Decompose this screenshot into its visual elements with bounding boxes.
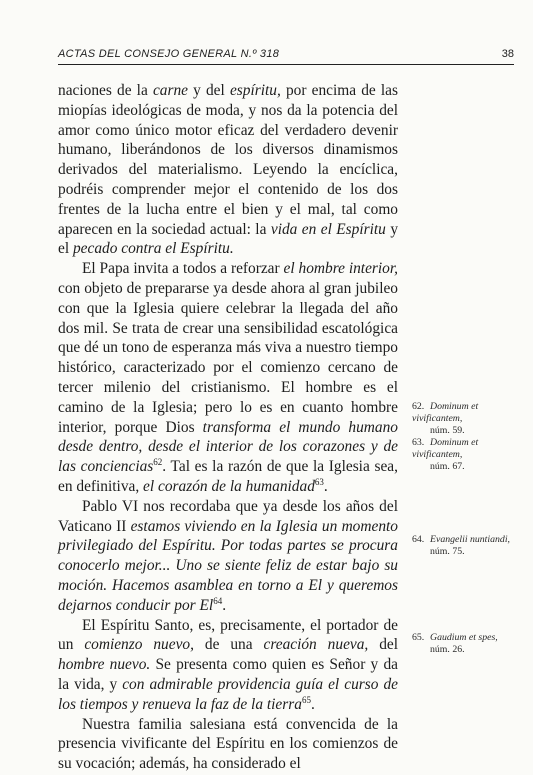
page-number: 38 (501, 48, 514, 60)
text-run: Nuestra familia salesiana está convencida de la presencia vivificante del Espíritu en los comienzos de su vocación; además, ha considerado el (58, 715, 398, 773)
paragraph (58, 259, 398, 497)
italic-run: el corazón de la humanidad (143, 477, 315, 495)
italic-run: pecado contra el Espíritu. (72, 240, 234, 258)
text-run: Pablo VI nos recordaba que ya desde los años del Vaticano II (58, 497, 398, 535)
footnote-ref: núm. 67. (430, 461, 465, 472)
text-run: . Tal es la razón de que la Iglesia sea, en definitiva, (58, 458, 398, 495)
footnote (412, 401, 524, 437)
italic-run: estamos viviendo en la Iglesia un momento privilegiado del Espíritu. Por todas partes se procura conocerlo mejor... Uno se siente feliz de estar bajo su moción. Hacemos asamblea en torno a El y queremos dejarnos conducir por El (58, 517, 398, 614)
text-run: El Papa invita a todos a reforzar (82, 260, 284, 278)
text-run: de una (193, 636, 264, 654)
italic-run: comienzo nuevo, (84, 636, 194, 654)
paragraph (58, 497, 398, 616)
text-run: Se presenta como quien es Señor y da la vida, y (58, 656, 398, 693)
text-run: naciones de la (58, 82, 153, 99)
italic-run: hombre nuevo. (58, 656, 151, 674)
footnote-title: Dominum et vivificantem, (412, 437, 479, 460)
running-title: ACTAS DEL CONSEJO GENERAL N.º 318 (58, 48, 280, 60)
text-run: del (368, 636, 399, 654)
paragraph (58, 81, 398, 259)
main-text (58, 81, 398, 774)
text-run: con objeto de prepararse ya desde ahora al gran jubileo con que la Iglesia quiere celebrar la llegada del año dos mil. Se trata de crear una sensibilidad escatológica que dé un tono de esperanza más viva a nuestro tiempo histórico, caracterizado por el comienzo cercano de tercer milenio del cristianismo. El hombre es el camino de la Iglesia; pero lo es en cuanto hombre interior, porque Dios (58, 279, 398, 436)
footnote-title: Gaudium et spes, (430, 632, 498, 643)
text-run: por encima de las miopías ideológicas de moda, y nos da la potencia del amor como único motor eficaz del verdadero devenir humano, liberándonos de los diversos dinamismos derivados del materialismo. Leyendo la encíclica, podréis comprender mejor el contenido de los dos frentes de la lucha entre el bien y el mal, tal como aparecen en la sociedad actual: la (58, 82, 398, 238)
running-header (58, 46, 514, 65)
footnote-number: 64. (412, 534, 425, 545)
footnote-ref-mark: 63 (314, 476, 324, 487)
footnote-number: 63. (412, 437, 425, 448)
italic-run: carne (152, 82, 188, 99)
footnote (412, 632, 524, 656)
footnote-ref-mark: 65 (301, 694, 311, 705)
footnote-title: Dominum et vivificantem, (412, 401, 479, 424)
text-run: y del (187, 82, 230, 99)
text-run: . (310, 695, 315, 713)
italic-run: creación nueva, (263, 636, 369, 654)
italic-run: vida en el Espíritu (270, 220, 386, 238)
italic-run: el hombre interior, (283, 260, 399, 278)
text-run: . (323, 477, 328, 495)
footnote-number: 62. (412, 401, 425, 412)
italic-run: transforma el mundo humano desde dentro, desde el interior de los corazones y de las conciencias (58, 418, 398, 476)
footnote-ref: núm. 26. (430, 644, 465, 655)
footnote-ref-mark: 64 (213, 595, 223, 606)
footnote-ref: núm. 75. (430, 546, 465, 557)
footnote-number: 65. (412, 632, 425, 643)
text-run: El Espíritu Santo, es, precisamente, el portador de un (58, 616, 398, 654)
footnote-ref-mark: 62 (153, 457, 163, 468)
italic-run: espíritu, (229, 82, 281, 99)
paragraph (58, 715, 398, 774)
footnote (412, 534, 524, 558)
text-run: . (222, 596, 227, 614)
footnote (412, 437, 524, 473)
footnote-ref: núm. 59. (430, 425, 465, 436)
footnote-title: Evangelii nuntiandi, (430, 534, 510, 545)
text-run: y el (58, 220, 399, 258)
paragraph (58, 616, 398, 715)
italic-run: con admirable providencia guía el curso de los tiempos y renueva la faz de la tierra (58, 675, 398, 713)
